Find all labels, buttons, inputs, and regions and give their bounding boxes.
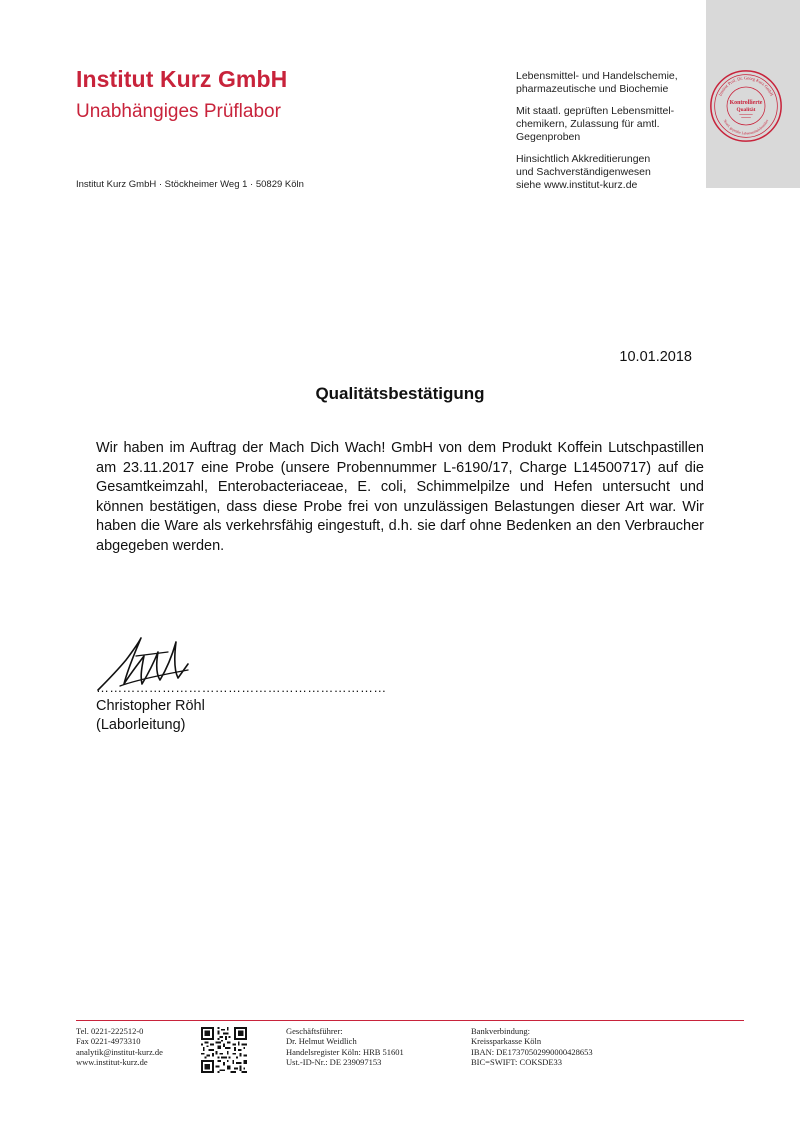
- sender-address-line: Institut Kurz GmbH · Stöckheimer Weg 1 · 50829 Köln: [76, 179, 304, 190]
- letter-body: Wir haben im Auftrag der Mach Dich Wach! GmbH von dem Produkt Koffein Lutschpastillen am 23.11.2017 eine Probe (unsere Probennummer L-6190/17, Charge L14500717) auf die Gesamtkeimzahl, Enterobacteriaceae, E. coli, Schimmelpilze und Hefen untersucht und können bestätigen, dass diese Probe frei von unzulässigen Belastungen dieser Art war. Wir haben die Ware als verkehrsfähig eingestuft, d.h. sie darf ohne Bedenken an den Verbraucher abgegeben werden.: [96, 440, 704, 554]
- lab-info-paragraph: Hinsichtlich Akkreditierungen und Sachverständigenwesen siehe www.institut-kurz.de: [516, 153, 651, 191]
- letter-date: 10.01.2018: [619, 349, 692, 365]
- footer-trade-register: Handelsregister Köln: HRB 51601: [286, 1046, 404, 1057]
- footer-bank: [471, 1026, 593, 1068]
- footer-fax: Fax 0221-4973310: [76, 1036, 141, 1047]
- signatory-block: [96, 697, 205, 735]
- footer-management: [286, 1026, 404, 1068]
- letter-title: Qualitätsbestätigung: [315, 384, 485, 403]
- footer-bic: BIC=SWIFT: COKSDE33: [471, 1057, 563, 1068]
- lab-info-paragraph: Lebensmittel- und Handelschemie, pharmazeutische und Biochemie: [516, 70, 678, 95]
- footer-website-link[interactable]: www.institut-kurz.de: [76, 1057, 148, 1068]
- lab-info-paragraph: Mit staatl. geprüften Lebensmittel- chemikern, Zulassung für amtl. Gegenproben: [516, 105, 675, 143]
- company-subtitle: Unabhängiges Prüflabor: [76, 101, 281, 122]
- footer-phone: Tel. 0221-222512-0: [76, 1026, 144, 1036]
- footer-iban: IBAN: DE17370502990000428653: [471, 1046, 593, 1057]
- footer-divider: [76, 1020, 744, 1021]
- lab-info-block: [516, 70, 701, 201]
- footer-email-link[interactable]: analytik@institut-kurz.de: [76, 1046, 163, 1057]
- qr-code-icon: [201, 1027, 247, 1073]
- seal-ring-text: Institut Prof. Dr. Georg Kurz GmbH: [717, 75, 775, 97]
- footer-managing-director: Dr. Helmut Weidlich: [286, 1036, 357, 1047]
- footer-vat-id: Ust.-ID-Nr.: DE 239097153: [286, 1057, 382, 1068]
- seal-center-line2: Qualität: [736, 106, 756, 113]
- footer-bank-label: Bankverbindung:: [471, 1026, 531, 1036]
- signatory-name: Christopher Röhl: [96, 698, 205, 714]
- quality-seal-icon: [708, 68, 784, 144]
- signatory-role: (Laborleitung): [96, 717, 186, 733]
- signature-line: …………………………………………………………: [96, 680, 387, 695]
- seal-center-line1: Kontrollierte: [729, 100, 763, 107]
- seal-bottom-text: Staatl. geprüfte Lebensmittelchemiker: [722, 118, 770, 136]
- footer-management-label: Geschäftsführer:: [286, 1026, 343, 1036]
- footer-bank-name: Kreissparkasse Köln: [471, 1036, 542, 1047]
- footer-contact: [76, 1026, 163, 1068]
- company-name: Institut Kurz GmbH: [76, 66, 288, 92]
